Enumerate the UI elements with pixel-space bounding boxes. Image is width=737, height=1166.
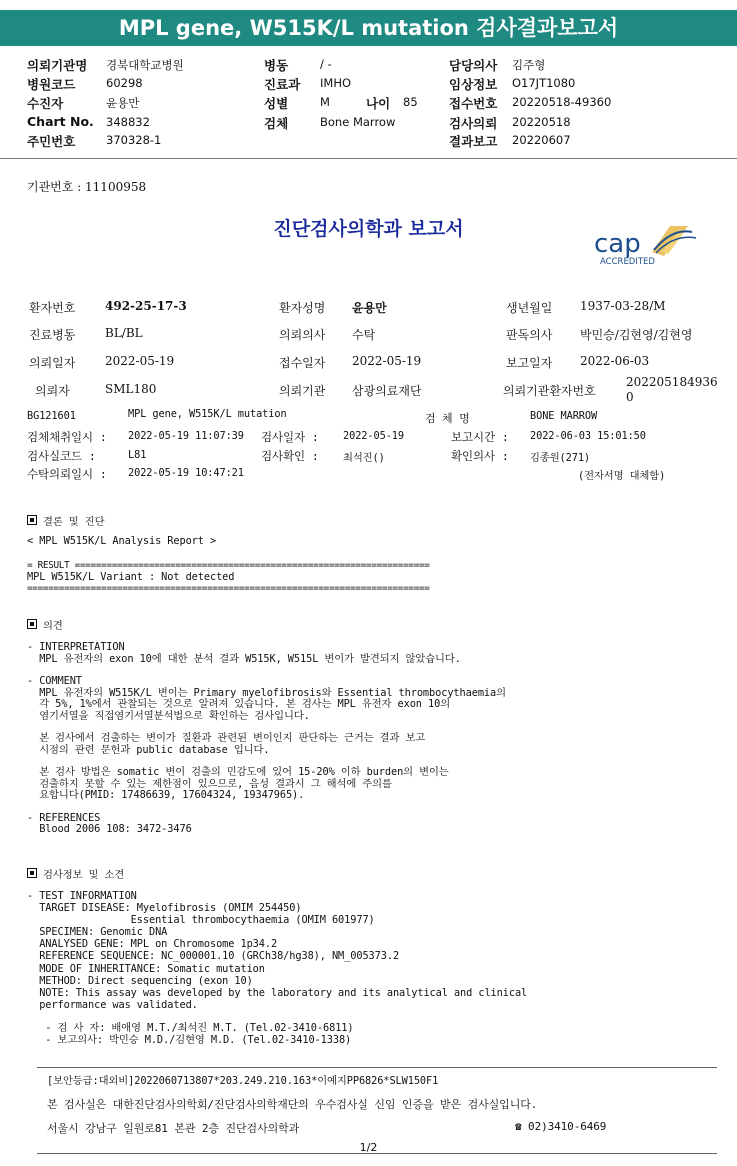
text-line: 본 검사에서 검출하는 변이가 질환과 관련된 변이인지 판단하는 근거는 결과 보고 xyxy=(27,732,426,744)
section-conclusion xyxy=(27,513,104,528)
header-label: 접수번호 xyxy=(449,96,498,111)
section-title: 의견 xyxy=(43,620,63,632)
text-line xyxy=(27,665,506,676)
patient-label: 의뢰자 xyxy=(35,384,70,398)
report-title: 진단검사의학과 보고서 xyxy=(273,218,464,240)
collected-value: 2022-05-19 11:07:39 xyxy=(128,430,244,442)
received-value: 2022-05-19 10:47:21 xyxy=(128,467,244,479)
room-code-value: L81 xyxy=(128,449,147,461)
lab-address: 서울시 강남구 일원로81 본관 2층 진단검사의학과 xyxy=(47,1122,300,1135)
page-number: 1/2 xyxy=(359,1141,378,1154)
text-line: 본 검사 방법은 somatic 변이 검출의 민감도에 있어 15-20% 이하 burden의 변이는 xyxy=(27,766,449,778)
header-value: 60298 xyxy=(106,76,143,90)
header-value: 370328-1 xyxy=(106,133,162,147)
test-date-value: 2022-05-19 xyxy=(343,430,404,442)
patient-value: 202205184936 xyxy=(626,375,718,389)
text-line: 각 5%, 1%에서 관찰되는 것으로 알려져 있습니다. 본 검사는 MPL 유전자 exon 10의 xyxy=(27,698,451,710)
header-label: 임상정보 xyxy=(449,77,498,92)
text-line: - 보고의사: 박민승 M.D./김현영 M.D. (Tel.02-3410-1338) xyxy=(27,1034,352,1047)
room-code-label: 검사실코드 : xyxy=(27,449,96,463)
text-line xyxy=(27,802,506,813)
section-bullet-icon xyxy=(27,619,37,629)
text-line: 시점의 관련 문헌과 public database 입니다. xyxy=(27,743,270,756)
header-label: 성별 xyxy=(264,96,289,111)
text-line: - COMMENT xyxy=(27,675,82,687)
section-bullet-icon xyxy=(27,515,37,525)
patient-label: 환자번호 xyxy=(29,301,76,315)
header-value: 경북대학교병원 xyxy=(106,58,184,72)
variant-result: MPL W515K/L Variant : Not detected xyxy=(27,571,235,583)
section-test-info xyxy=(27,866,124,881)
header-label: 검체 xyxy=(264,116,289,131)
header-label: 진료과 xyxy=(264,77,301,92)
confirm-value: 최석진() xyxy=(343,452,385,464)
lab-phone: ☎ 02)3410-6469 xyxy=(515,1120,607,1133)
result-rule-end: ============================================================================ xyxy=(27,583,430,594)
patient-value: 492-25-17-3 xyxy=(105,299,187,313)
patient-label: 의뢰기관 xyxy=(279,384,326,398)
text-line: NOTE: This assay was developed by the laboratory and its analytical and clinical xyxy=(27,986,528,999)
header-value: Bone Marrow xyxy=(320,115,396,129)
header-label: 병동 xyxy=(264,58,289,73)
text-line: Blood 2006 108: 3472-3476 xyxy=(27,823,192,835)
header-value: / - xyxy=(320,57,332,71)
patient-value: 윤용만 xyxy=(352,301,387,315)
text-line: performance was validated. xyxy=(27,998,198,1011)
text-line: 염기서열을 직접염기서열분석법으로 확인하는 검사입니다. xyxy=(27,709,310,722)
text-line: ANALYSED GENE: MPL on Chromosome 1p34.2 xyxy=(27,938,278,951)
header-label: Chart No. xyxy=(27,114,94,129)
patient-value: 2022-06-03 xyxy=(580,354,650,368)
text-line: MPL 유전자의 exon 10에 대한 분석 결과 W515K, W515L 변이가 발견되지 않았습니다. xyxy=(27,652,461,665)
header-value: 20220518 xyxy=(512,115,571,129)
patient-value: 2022-05-19 xyxy=(352,354,422,368)
header-value: 348832 xyxy=(106,115,150,129)
header-label: 검사의뢰 xyxy=(449,116,498,131)
doctor-label: 확인의사 : xyxy=(451,449,509,463)
header-label: 주민번호 xyxy=(27,134,76,149)
patient-value: 2022-05-19 xyxy=(105,354,175,368)
header-label: 나이 xyxy=(366,96,391,111)
text-line: TARGET DISEASE: Myelofibrosis (OMIM 254450) xyxy=(27,902,302,915)
header-label: 의뢰기관명 xyxy=(27,58,88,73)
patient-label: 의뢰의사 xyxy=(279,328,326,342)
text-line: METHOD: Direct sequencing (exon 10) xyxy=(27,974,253,987)
patient-label: 진료병동 xyxy=(29,328,76,342)
header-value: 윤용만 xyxy=(106,96,140,110)
header-value: IMHO xyxy=(320,76,352,90)
text-line: - 검 사 자: 배애영 M.T./최석진 M.T. (Tel.02-3410-6811) xyxy=(27,1021,354,1034)
patient-label: 판독의사 xyxy=(506,328,553,342)
patient-value: 1937-03-28/M xyxy=(580,299,666,313)
patient-label: 의뢰기관환자번호 xyxy=(503,384,596,398)
esign-note: (전자서명 대체함) xyxy=(578,470,666,482)
text-line: - INTERPRETATION xyxy=(27,641,125,653)
header-label: 담당의사 xyxy=(449,58,498,73)
confirm-label: 검사확인 : xyxy=(261,449,319,463)
test-information-body xyxy=(27,890,527,1046)
text-line: 검출하지 못할 수 있는 제한점이 있으므로, 음성 결과시 그 해석에 주의를 xyxy=(27,777,392,790)
analysis-report-header: < MPL W515K/L Analysis Report > xyxy=(27,535,217,547)
patient-label: 접수일자 xyxy=(279,356,326,370)
text-line: Essential thrombocythaemia (OMIM 601977) xyxy=(27,914,375,927)
header-value: 85 xyxy=(403,95,418,109)
patient-value-wrap: 0 xyxy=(626,390,634,404)
received-label: 수탁의뢰일시 : xyxy=(27,467,107,481)
header-value: 김주형 xyxy=(512,58,546,72)
section-bullet-icon xyxy=(27,868,37,878)
header-value: O17JT1080 xyxy=(512,76,576,90)
certification-statement: 본 검사실은 대한진단검사의학회/진단검사의학재단의 우수검사실 신임 인증을 받은 검사실입니다. xyxy=(47,1098,538,1111)
opinion-body xyxy=(27,642,506,836)
result-rule: = RESULT =================================================================== xyxy=(27,560,430,571)
patient-value: 삼광의료재단 xyxy=(352,384,422,398)
security-line: [보안등급:대외비]2022060713807*203.249.210.163*이예지PP6826*SLW150F1 xyxy=(47,1075,439,1087)
text-line: 요합니다(PMID: 17486639, 17604324, 19347965). xyxy=(27,789,305,801)
header-label: 수진자 xyxy=(27,96,64,111)
patient-label: 환자성명 xyxy=(279,301,326,315)
test-code: BG121601 xyxy=(27,410,76,422)
cap-accredited-logo xyxy=(592,222,702,270)
cap-logo-subtext: ACCREDITED xyxy=(600,257,655,267)
report-banner-title: MPL gene, W515K/L mutation 검사결과보고서 xyxy=(0,10,737,46)
doctor-value: 김종원(271) xyxy=(530,452,591,464)
text-line: SPECIMEN: Genomic DNA xyxy=(27,926,168,939)
header-label: 결과보고 xyxy=(449,134,498,149)
report-time-label: 보고시간 : xyxy=(451,430,509,444)
patient-label: 생년월일 xyxy=(506,301,553,315)
test-date-label: 검사일자 : xyxy=(261,430,319,444)
text-line: REFERENCE SEQUENCE: NC_000001.10 (GRCh38/hg38), NM_005373.2 xyxy=(27,950,400,963)
patient-value: 수탁 xyxy=(352,328,376,342)
test-name: MPL gene, W515K/L mutation xyxy=(128,408,287,420)
cap-logo-text: cap xyxy=(594,229,641,259)
section-title: 결론 및 진단 xyxy=(43,516,105,528)
section-title: 검사정보 및 소견 xyxy=(43,869,125,881)
patient-label: 의뢰일자 xyxy=(29,356,76,370)
patient-value: SML180 xyxy=(105,382,157,396)
patient-label: 보고일자 xyxy=(506,356,553,370)
header-value: M xyxy=(320,95,330,109)
text-line: - REFERENCES xyxy=(27,811,101,824)
header-value: 20220607 xyxy=(512,133,571,147)
specimen-value: BONE MARROW xyxy=(530,410,598,422)
collected-label: 검체채취일시 : xyxy=(27,430,107,444)
text-line: - TEST INFORMATION xyxy=(27,890,137,902)
section-opinion xyxy=(27,617,63,632)
text-line xyxy=(27,1011,527,1022)
header-value: 20220518-49360 xyxy=(512,95,612,109)
report-time-value: 2022-06-03 15:01:50 xyxy=(530,430,646,442)
institution-number: 기관번호 : 11100958 xyxy=(27,180,147,194)
divider xyxy=(0,158,737,159)
patient-value: BL/BL xyxy=(105,326,143,340)
header-label: 병원코드 xyxy=(27,77,76,92)
text-line: MPL 유전자의 W515K/L 변이는 Primary myelofibrosis와 Essential thrombocythaemia의 xyxy=(27,686,506,699)
patient-value: 박민승/김현영/김현영 xyxy=(580,328,693,342)
specimen-label: 검 체 명 xyxy=(425,412,470,425)
text-line: MODE OF INHERITANCE: Somatic mutation xyxy=(27,962,265,975)
